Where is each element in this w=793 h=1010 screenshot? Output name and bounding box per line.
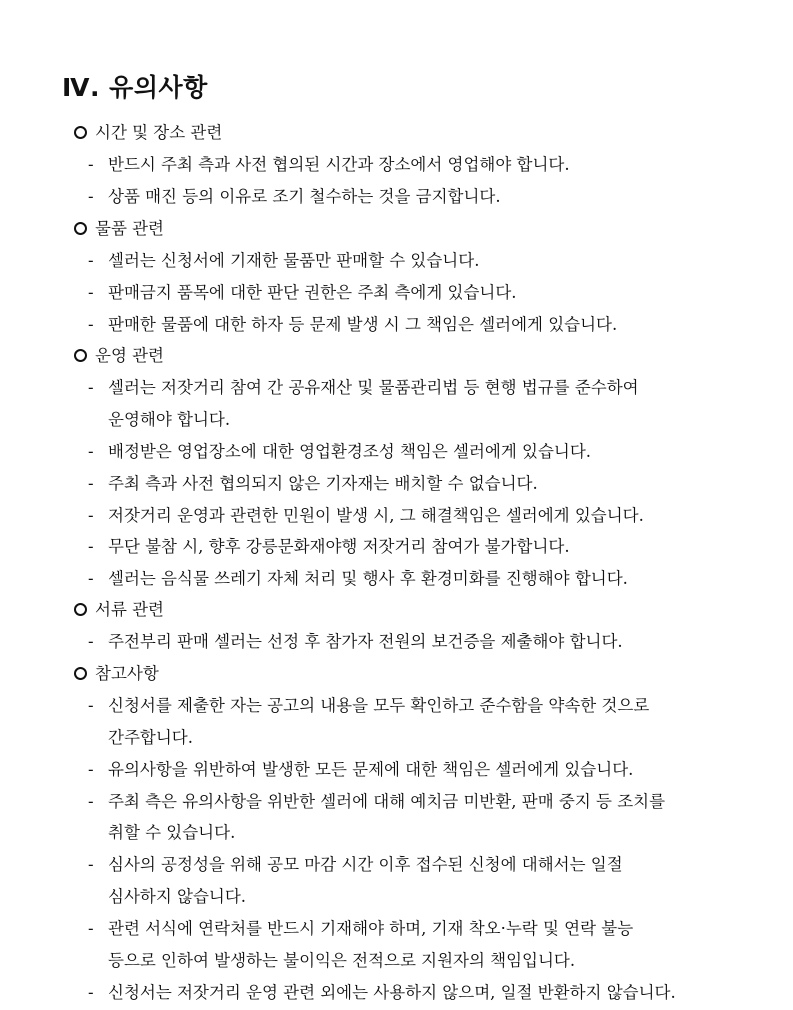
list-item: - 관련 서식에 연락처를 반드시 기재해야 하며, 기재 착오·누락 및 연락 불능 <box>88 919 634 938</box>
circle-bullet-icon <box>74 222 87 235</box>
section-heading-documents: 서류 관련 <box>74 598 164 622</box>
list-item: - 저잣거리 운영과 관련한 민원이 발생 시, 그 해결책임은 셀러에게 있습니다. <box>88 506 644 525</box>
list-item: - 무단 불참 시, 향후 강릉문화재야행 저잣거리 참여가 불가합니다. <box>88 537 570 556</box>
circle-bullet-icon <box>74 667 87 680</box>
page-title: Ⅳ. 유의사항 <box>62 73 208 102</box>
list-item: - 유의사항을 위반하여 발생한 모든 문제에 대한 책임은 셀러에게 있습니다. <box>88 760 634 779</box>
list-item: - 주전부리 판매 셀러는 선정 후 참가자 전원의 보건증을 제출해야 합니다. <box>88 632 623 651</box>
list-item: - 판매한 물품에 대한 하자 등 문제 발생 시 그 책임은 셀러에게 있습니다. <box>88 315 618 334</box>
section-heading-goods: 물품 관련 <box>74 217 164 241</box>
section-heading-time-place: 시간 및 장소 관련 <box>74 121 222 145</box>
list-item: - 반드시 주최 측과 사전 협의된 시간과 장소에서 영업해야 합니다. <box>88 155 570 174</box>
list-item-continuation: 취할 수 있습니다. <box>108 823 236 842</box>
list-item: - 배정받은 영업장소에 대한 영업환경조성 책임은 셀러에게 있습니다. <box>88 442 592 461</box>
list-item: - 셀러는 저잣거리 참여 간 공유재산 및 물품관리법 등 현행 법규를 준수하여 <box>88 378 639 397</box>
circle-bullet-icon <box>74 603 87 616</box>
list-item: - 주최 측은 유의사항을 위반한 셀러에 대해 예치금 미반환, 판매 중지 등 조치를 <box>88 792 666 811</box>
list-item-continuation: 등으로 인하여 발생하는 불이익은 전적으로 지원자의 책임입니다. <box>108 951 576 970</box>
circle-bullet-icon <box>74 349 87 362</box>
list-item: - 심사의 공정성을 위해 공모 마감 시간 이후 접수된 신청에 대해서는 일절 <box>88 855 623 874</box>
list-item: - 신청서를 제출한 자는 공고의 내용을 모두 확인하고 준수함을 약속한 것으로 <box>88 696 650 715</box>
section-heading-operation: 운영 관련 <box>74 344 164 368</box>
list-item: - 셀러는 음식물 쓰레기 자체 처리 및 행사 후 환경미화를 진행해야 합니다. <box>88 569 628 588</box>
list-item: - 셀러는 신청서에 기재한 물품만 판매할 수 있습니다. <box>88 251 480 270</box>
list-item: - 판매금지 품목에 대한 판단 권한은 주최 측에게 있습니다. <box>88 283 517 302</box>
list-item-continuation: 심사하지 않습니다. <box>108 887 247 906</box>
list-item-continuation: 운영해야 합니다. <box>108 410 231 429</box>
section-heading-notes: 참고사항 <box>74 662 159 686</box>
list-item: - 상품 매진 등의 이유로 조기 철수하는 것을 금지합니다. <box>88 187 501 206</box>
circle-bullet-icon <box>74 126 87 139</box>
list-item: - 신청서는 저잣거리 운영 관련 외에는 사용하지 않으며, 일절 반환하지 않습니다. <box>88 983 676 1002</box>
list-item-continuation: 간주합니다. <box>108 728 193 747</box>
list-item: - 주최 측과 사전 협의되지 않은 기자재는 배치할 수 없습니다. <box>88 474 538 493</box>
